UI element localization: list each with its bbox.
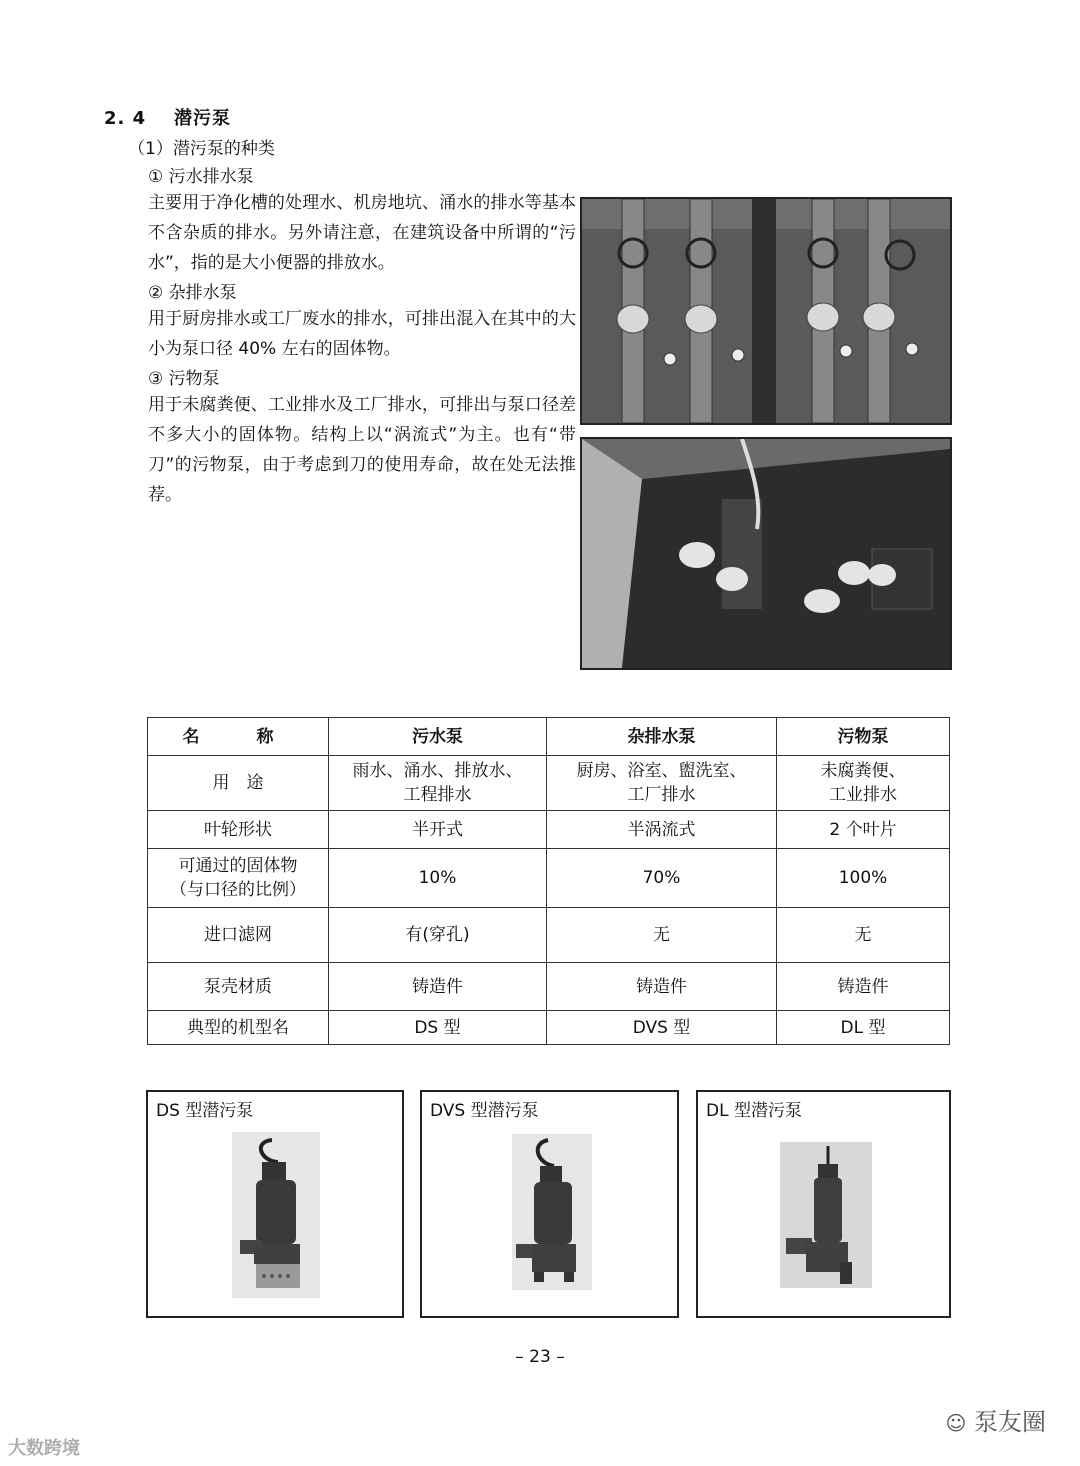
pipe-valves-photo (580, 197, 952, 425)
table-cell: 未腐粪便、 工业排水 (777, 756, 950, 811)
section-title (104, 104, 231, 130)
table-row (148, 908, 950, 963)
table-cell: 2 个叶片 (777, 811, 950, 849)
table-cell: 半涡流式 (547, 811, 777, 849)
table-cell: 用 途 (148, 756, 329, 811)
table-cell: 70% (547, 849, 777, 908)
table-cell: 雨水、涌水、排放水、 工程排水 (329, 756, 547, 811)
table-cell: DVS 型 (547, 1011, 777, 1045)
table-row (148, 963, 950, 1011)
watermark-pump-circle (946, 1402, 1047, 1437)
table-cell: 无 (547, 908, 777, 963)
table-cell: 有(穿孔) (329, 908, 547, 963)
watermark-right-text: 泵友圈 (974, 1408, 1046, 1436)
table-cell: 半开式 (329, 811, 547, 849)
table-cell: 100% (777, 849, 950, 908)
table-cell: DS 型 (329, 1011, 547, 1045)
dvs-pump-image (512, 1134, 592, 1294)
section-heading: 潜污泵 (174, 108, 231, 129)
dl-pump-image (780, 1142, 872, 1292)
ds-pump-figure (146, 1090, 404, 1318)
table-header-waste-pump: 污物泵 (777, 718, 950, 756)
dl-pump-figure (696, 1090, 951, 1318)
dl-pump-caption: DL 型潜污泵 (706, 1101, 802, 1121)
item-heading-drain-pump: ② 杂排水泵 (148, 283, 237, 303)
item-heading-waste-pump: ③ 污物泵 (148, 369, 220, 389)
ds-pump-image (232, 1132, 320, 1302)
table-cell: 铸造件 (329, 963, 547, 1011)
table-cell: 铸造件 (777, 963, 950, 1011)
table-cell: 可通过的固体物 （与口径的比例） (148, 849, 329, 908)
item-text-sewage-pump: 主要用于净化槽的处理水、机房地坑、涌水的排水等基本不含杂质的排水。另外请注意，在建筑设备中所谓的“污水”，指的是大小便器的排放水。 (148, 193, 576, 273)
table-header-name: 名 称 (148, 718, 329, 756)
table-cell: 10% (329, 849, 547, 908)
table-row (148, 849, 950, 908)
subsection-title: （1）潜污泵的种类 (128, 139, 275, 159)
table-header-drain-pump: 杂排水泵 (547, 718, 777, 756)
table-cell: 泵壳材质 (148, 963, 329, 1011)
dvs-pump-figure (420, 1090, 679, 1318)
table-row (148, 811, 950, 849)
table-cell: 厨房、浴室、盥洗室、 工厂排水 (547, 756, 777, 811)
dvs-pump-caption: DVS 型潜污泵 (430, 1101, 539, 1121)
table-header-row (148, 718, 950, 756)
page-number: – 23 – (515, 1347, 565, 1367)
table-row (148, 756, 950, 811)
watermark-left: 大数跨境 (8, 1438, 80, 1459)
sump-pit-photo (580, 437, 952, 670)
section-number: 2. 4 (104, 108, 147, 129)
wechat-icon: ☺ (945, 1411, 967, 1435)
table-cell: 典型的机型名 (148, 1011, 329, 1045)
table-cell: DL 型 (777, 1011, 950, 1045)
item-heading-sewage-pump: ① 污水排水泵 (148, 167, 254, 187)
table-cell: 进口滤网 (148, 908, 329, 963)
table-row (148, 1011, 950, 1045)
pump-spec-table (147, 717, 950, 1045)
table-cell: 铸造件 (547, 963, 777, 1011)
item-text-waste-pump: 用于未腐粪便、工业排水及工厂排水，可排出与泵口径差不多大小的固体物。结构上以“涡流式”为主。也有“带刀”的污物泵，由于考虑到刀的使用寿命，故在处无法推荐。 (148, 395, 576, 505)
table-cell: 无 (777, 908, 950, 963)
item-text-drain-pump: 用于厨房排水或工厂废水的排水，可排出混入在其中的大小为泵口径 40% 左右的固体物。 (148, 309, 576, 359)
table-cell: 叶轮形状 (148, 811, 329, 849)
ds-pump-caption: DS 型潜污泵 (156, 1101, 254, 1121)
table-header-sewage-pump: 污水泵 (329, 718, 547, 756)
